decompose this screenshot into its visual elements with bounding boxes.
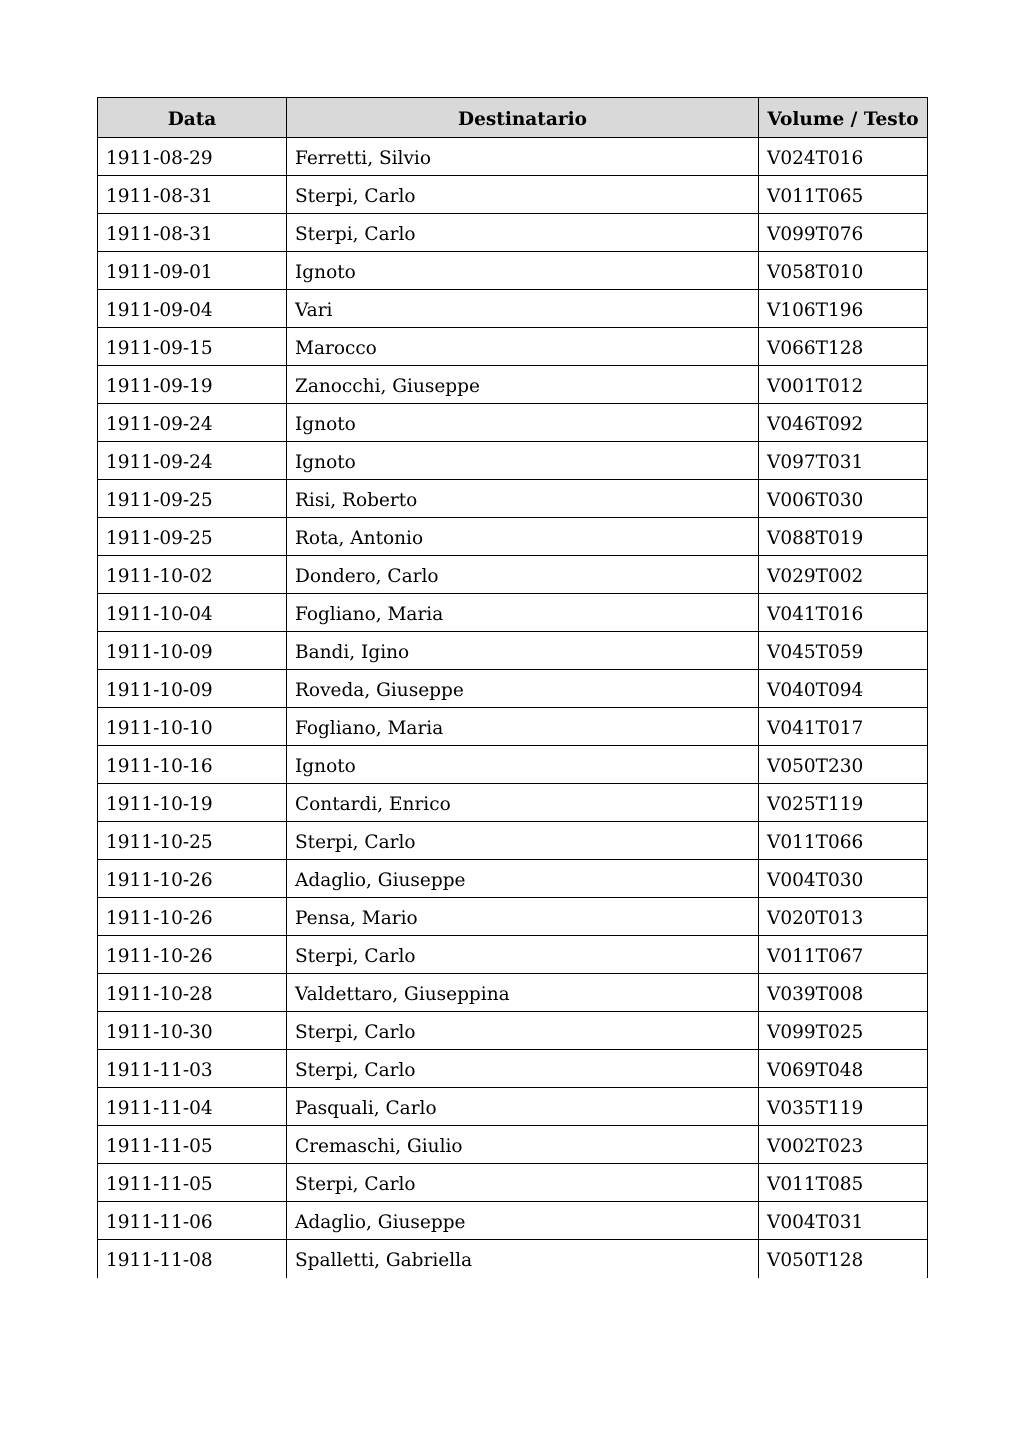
- cell-recipient: Bandi, Igino: [287, 632, 759, 670]
- cell-date: 1911-10-28: [98, 974, 287, 1012]
- cell-date: 1911-09-15: [98, 328, 287, 366]
- cell-volume: V099T076: [759, 214, 928, 252]
- cell-recipient: Ignoto: [287, 746, 759, 784]
- cell-volume: V045T059: [759, 632, 928, 670]
- cell-recipient: Rota, Antonio: [287, 518, 759, 556]
- letters-table: [97, 97, 928, 1278]
- table-row: [98, 1012, 928, 1050]
- cell-date: 1911-10-10: [98, 708, 287, 746]
- table-row: [98, 746, 928, 784]
- table-row: [98, 594, 928, 632]
- table-row: [98, 860, 928, 898]
- table-row: [98, 290, 928, 328]
- header-row: [98, 98, 928, 138]
- cell-volume: V069T048: [759, 1050, 928, 1088]
- cell-volume: V046T092: [759, 404, 928, 442]
- table-row: [98, 252, 928, 290]
- cell-recipient: Sterpi, Carlo: [287, 214, 759, 252]
- cell-volume: V025T119: [759, 784, 928, 822]
- cell-date: 1911-09-04: [98, 290, 287, 328]
- cell-date: 1911-10-26: [98, 898, 287, 936]
- cell-date: 1911-11-08: [98, 1240, 287, 1278]
- cell-date: 1911-09-19: [98, 366, 287, 404]
- cell-date: 1911-10-02: [98, 556, 287, 594]
- cell-date: 1911-10-04: [98, 594, 287, 632]
- cell-date: 1911-10-19: [98, 784, 287, 822]
- table-row: [98, 632, 928, 670]
- cell-volume: V040T094: [759, 670, 928, 708]
- cell-date: 1911-10-30: [98, 1012, 287, 1050]
- table-row: [98, 366, 928, 404]
- table-row: [98, 1202, 928, 1240]
- cell-recipient: Fogliano, Maria: [287, 708, 759, 746]
- cell-date: 1911-08-29: [98, 138, 287, 176]
- cell-recipient: Ignoto: [287, 442, 759, 480]
- cell-date: 1911-11-05: [98, 1164, 287, 1202]
- cell-recipient: Pensa, Mario: [287, 898, 759, 936]
- table-row: [98, 1088, 928, 1126]
- header-recipient: Destinatario: [287, 98, 759, 138]
- cell-recipient: Adaglio, Giuseppe: [287, 860, 759, 898]
- cell-volume: V050T230: [759, 746, 928, 784]
- cell-volume: V039T008: [759, 974, 928, 1012]
- table-body: [98, 138, 928, 1278]
- cell-volume: V011T067: [759, 936, 928, 974]
- table-row: [98, 556, 928, 594]
- cell-date: 1911-10-09: [98, 670, 287, 708]
- cell-volume: V020T013: [759, 898, 928, 936]
- table-row: [98, 1126, 928, 1164]
- cell-date: 1911-09-25: [98, 518, 287, 556]
- cell-volume: V002T023: [759, 1126, 928, 1164]
- cell-date: 1911-11-05: [98, 1126, 287, 1164]
- cell-date: 1911-09-25: [98, 480, 287, 518]
- cell-recipient: Sterpi, Carlo: [287, 1164, 759, 1202]
- cell-recipient: Vari: [287, 290, 759, 328]
- cell-volume: V004T030: [759, 860, 928, 898]
- table-row: [98, 1050, 928, 1088]
- cell-recipient: Sterpi, Carlo: [287, 176, 759, 214]
- cell-date: 1911-08-31: [98, 214, 287, 252]
- table-row: [98, 518, 928, 556]
- cell-volume: V041T017: [759, 708, 928, 746]
- cell-volume: V066T128: [759, 328, 928, 366]
- cell-recipient: Roveda, Giuseppe: [287, 670, 759, 708]
- table-row: [98, 784, 928, 822]
- table-row: [98, 480, 928, 518]
- cell-volume: V011T065: [759, 176, 928, 214]
- table-row: [98, 1240, 928, 1278]
- header-date: Data: [98, 98, 287, 138]
- table-row: [98, 822, 928, 860]
- table-row: [98, 974, 928, 1012]
- table-row: [98, 708, 928, 746]
- cell-date: 1911-11-03: [98, 1050, 287, 1088]
- cell-date: 1911-10-26: [98, 860, 287, 898]
- table-row: [98, 936, 928, 974]
- cell-date: 1911-10-25: [98, 822, 287, 860]
- cell-volume: V088T019: [759, 518, 928, 556]
- cell-volume: V011T085: [759, 1164, 928, 1202]
- cell-date: 1911-10-26: [98, 936, 287, 974]
- table-header: [98, 98, 928, 138]
- table-row: [98, 176, 928, 214]
- cell-recipient: Ferretti, Silvio: [287, 138, 759, 176]
- table-row: [98, 404, 928, 442]
- cell-recipient: Risi, Roberto: [287, 480, 759, 518]
- cell-recipient: Spalletti, Gabriella: [287, 1240, 759, 1278]
- cell-recipient: Pasquali, Carlo: [287, 1088, 759, 1126]
- cell-date: 1911-08-31: [98, 176, 287, 214]
- cell-recipient: Contardi, Enrico: [287, 784, 759, 822]
- table-row: [98, 138, 928, 176]
- cell-date: 1911-10-16: [98, 746, 287, 784]
- table-row: [98, 898, 928, 936]
- cell-volume: V004T031: [759, 1202, 928, 1240]
- cell-volume: V001T012: [759, 366, 928, 404]
- table-row: [98, 670, 928, 708]
- cell-recipient: Adaglio, Giuseppe: [287, 1202, 759, 1240]
- cell-recipient: Fogliano, Maria: [287, 594, 759, 632]
- cell-recipient: Sterpi, Carlo: [287, 1012, 759, 1050]
- header-volume: Volume / Testo: [759, 98, 928, 138]
- cell-recipient: Dondero, Carlo: [287, 556, 759, 594]
- cell-volume: V050T128: [759, 1240, 928, 1278]
- cell-volume: V011T066: [759, 822, 928, 860]
- cell-recipient: Cremaschi, Giulio: [287, 1126, 759, 1164]
- cell-volume: V106T196: [759, 290, 928, 328]
- cell-volume: V035T119: [759, 1088, 928, 1126]
- cell-date: 1911-09-24: [98, 404, 287, 442]
- cell-date: 1911-11-06: [98, 1202, 287, 1240]
- cell-recipient: Sterpi, Carlo: [287, 1050, 759, 1088]
- cell-volume: V099T025: [759, 1012, 928, 1050]
- cell-volume: V058T010: [759, 252, 928, 290]
- cell-volume: V024T016: [759, 138, 928, 176]
- table-row: [98, 328, 928, 366]
- cell-recipient: Valdettaro, Giuseppina: [287, 974, 759, 1012]
- cell-recipient: Marocco: [287, 328, 759, 366]
- table-row: [98, 442, 928, 480]
- cell-date: 1911-09-24: [98, 442, 287, 480]
- cell-volume: V029T002: [759, 556, 928, 594]
- cell-volume: V041T016: [759, 594, 928, 632]
- cell-recipient: Sterpi, Carlo: [287, 936, 759, 974]
- cell-recipient: Ignoto: [287, 404, 759, 442]
- cell-volume: V097T031: [759, 442, 928, 480]
- table-row: [98, 1164, 928, 1202]
- table-row: [98, 214, 928, 252]
- cell-volume: V006T030: [759, 480, 928, 518]
- cell-recipient: Ignoto: [287, 252, 759, 290]
- cell-recipient: Sterpi, Carlo: [287, 822, 759, 860]
- cell-date: 1911-09-01: [98, 252, 287, 290]
- cell-recipient: Zanocchi, Giuseppe: [287, 366, 759, 404]
- cell-date: 1911-10-09: [98, 632, 287, 670]
- cell-date: 1911-11-04: [98, 1088, 287, 1126]
